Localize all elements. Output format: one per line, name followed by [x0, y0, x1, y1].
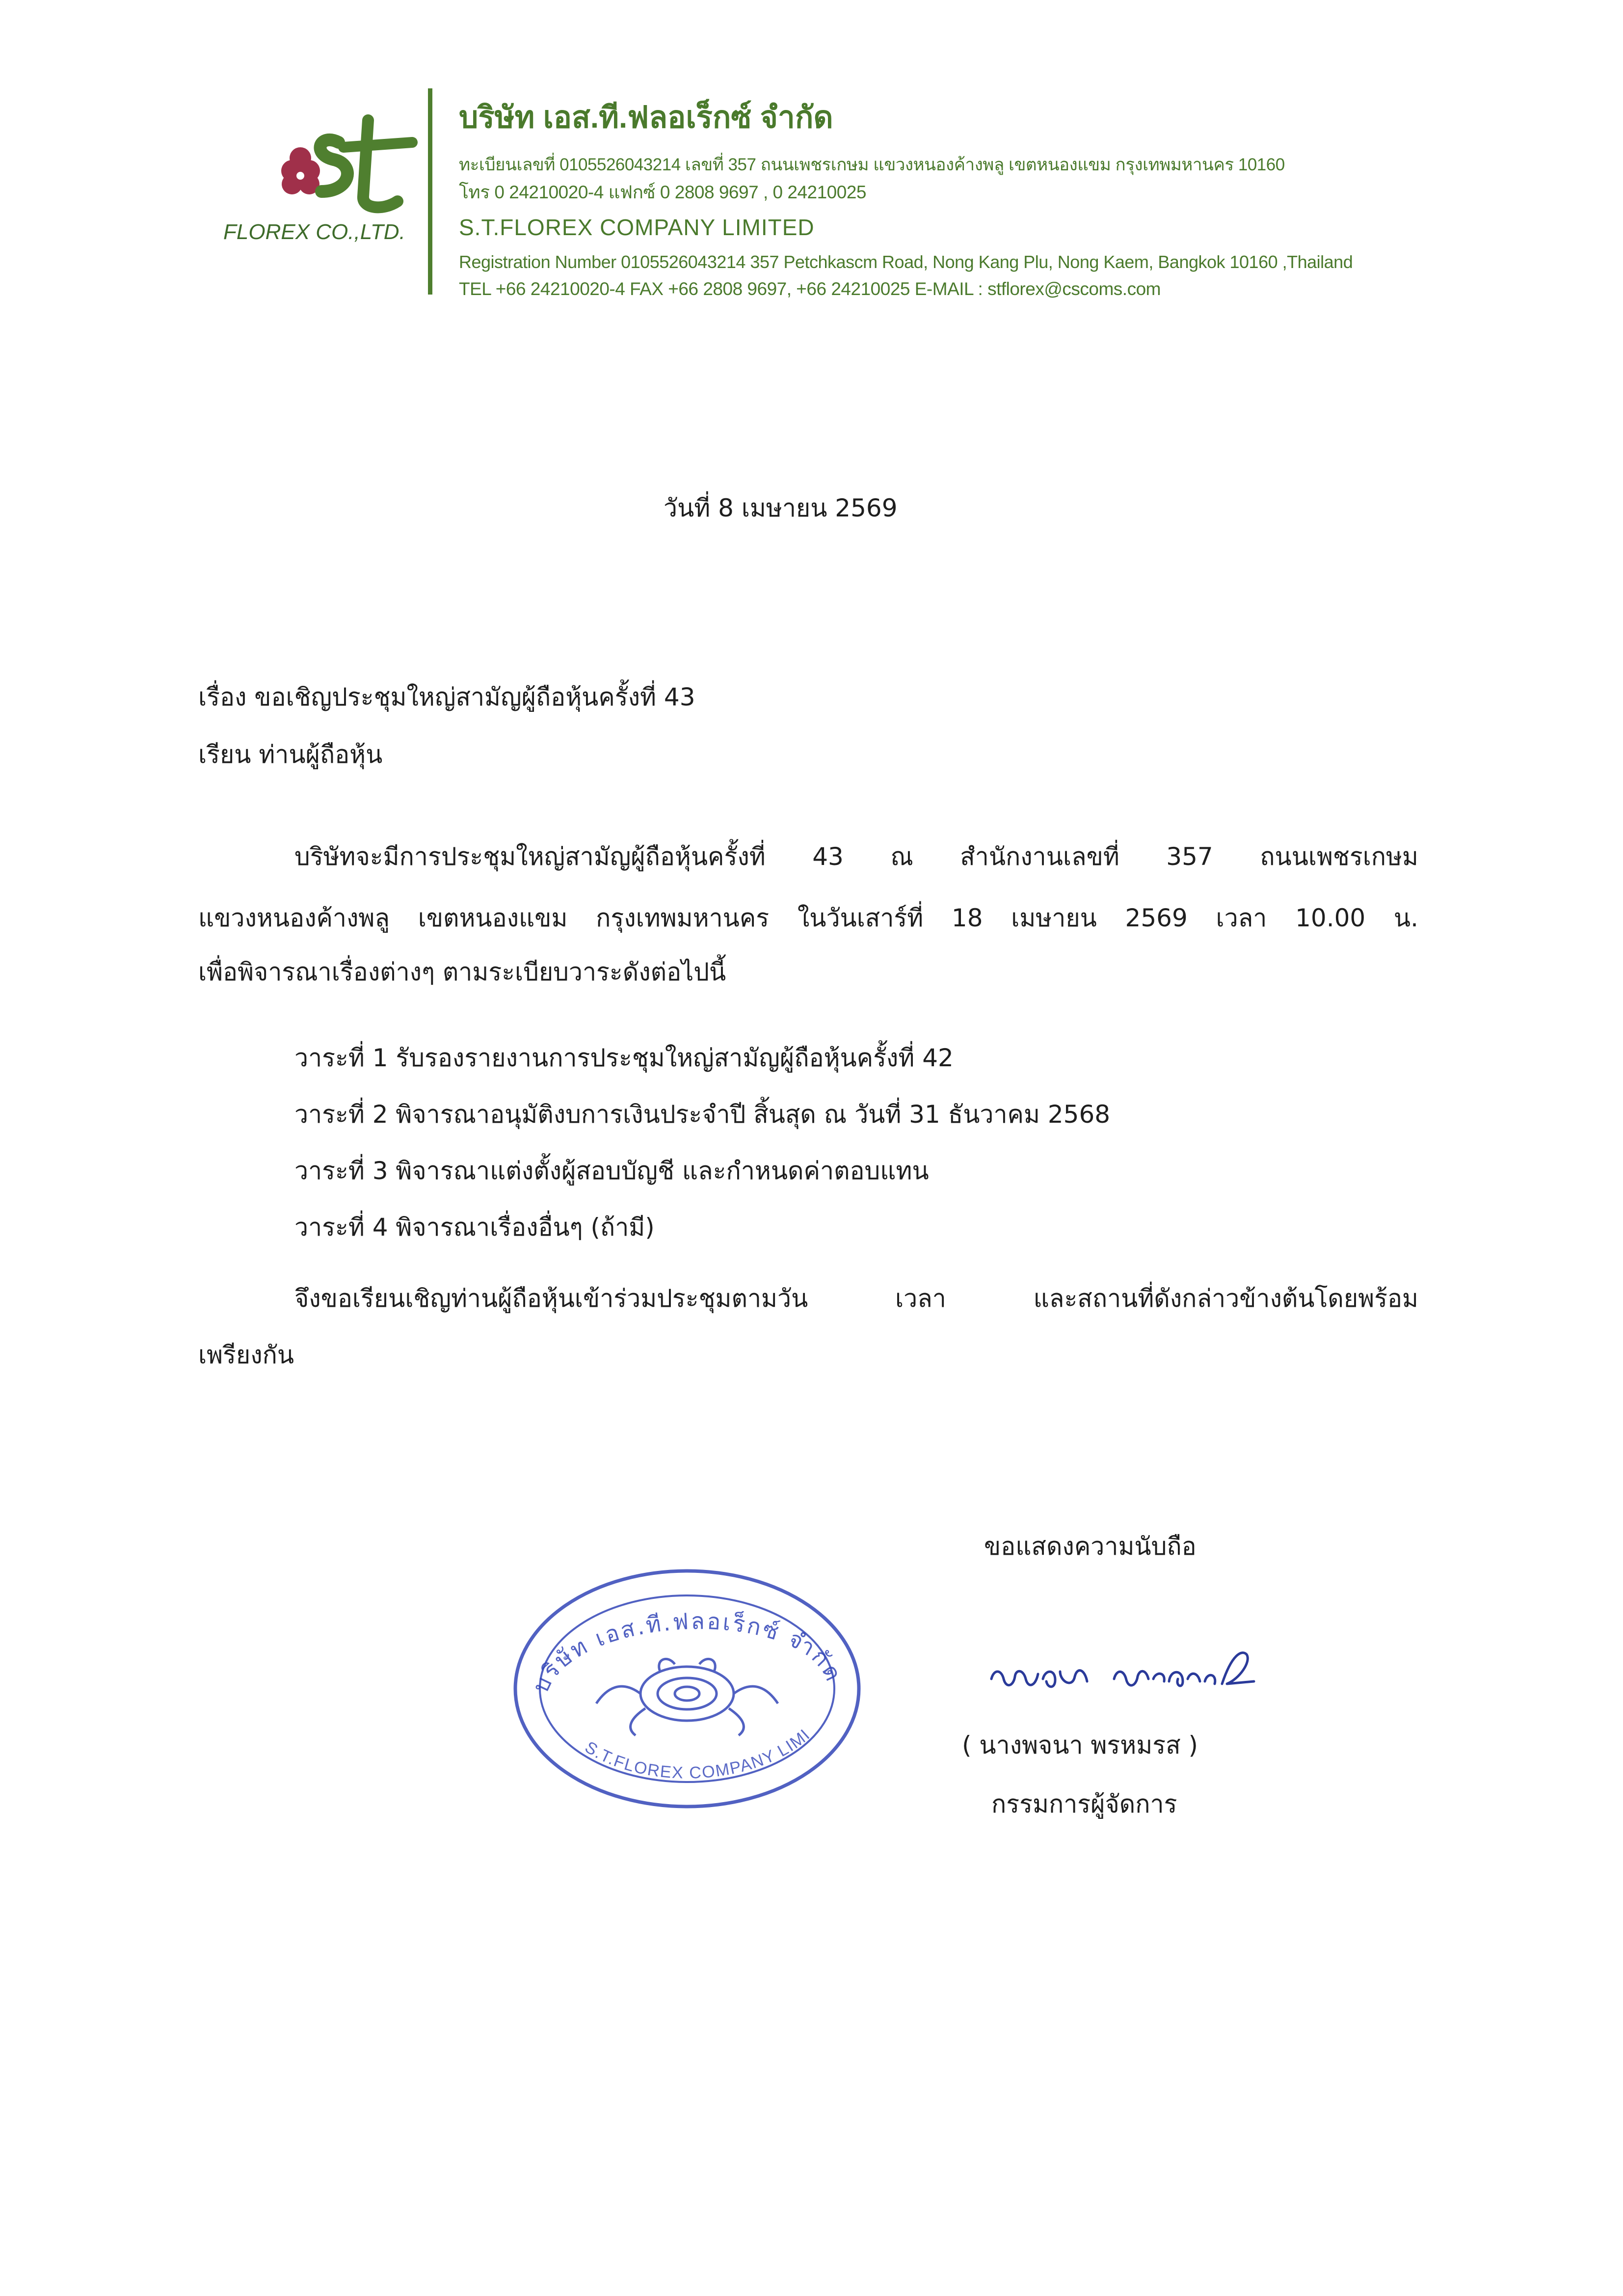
body-paragraph-1-line-3: เพื่อพิจารณาเรื่องต่างๆ ตามระเบียบวาระดังต่อไปนี้	[198, 958, 726, 986]
logo-flower-icon	[281, 147, 320, 194]
logo-tagline: FLOREX CO.,LTD.	[223, 220, 405, 244]
letter-subject: เรื่อง ขอเชิญประชุมใหญ่สามัญผู้ถือหุ้นครั้งที่ 43	[198, 683, 695, 711]
stamp-top-text: บริษัท เอส.ที.ฟลอเร็กซ์ จำกัด	[527, 1608, 848, 1697]
body-paragraph-2-line-2: เพรียงกัน	[198, 1341, 294, 1369]
logo-st-letters	[320, 120, 412, 207]
handwritten-signature	[986, 1635, 1261, 1703]
company-phone-thai: โทร 0 24210020-4 แฟกซ์ 0 2808 9697 , 0 24210025	[459, 182, 866, 202]
closing-salutation: ขอแสดงความนับถือ	[984, 1532, 1197, 1561]
company-logo	[265, 113, 427, 226]
letter-recipient: เรียน ท่านผู้ถือหุ้น	[198, 740, 383, 769]
agenda-item-1: วาระที่ 1 รับรองรายงานการประชุมใหญ่สามัญผู้ถือหุ้นครั้งที่ 42	[294, 1044, 954, 1072]
company-name-thai: บริษัท เอส.ที.ฟลอเร็กซ์ จำกัด	[459, 101, 833, 135]
agenda-item-2: วาระที่ 2 พิจารณาอนุมัติงบการเงินประจำปี สิ้นสุด ณ วันที่ 31 ธันวาคม 2568	[294, 1100, 1111, 1129]
stamp-emblem-icon	[596, 1659, 778, 1735]
agenda-item-4: วาระที่ 4 พิจารณาเรื่องอื่นๆ (ถ้ามี)	[294, 1213, 655, 1242]
letterhead-divider	[428, 88, 432, 295]
signer-title: กรรมการผู้จัดการ	[991, 1790, 1177, 1818]
company-registration-english: Registration Number 0105526043214 357 Petchkascm Road, Nong Kang Plu, Nong Kaem, Bangkok 10160 ,Thailand	[459, 252, 1353, 272]
letter-date: วันที่ 8 เมษายน 2569	[664, 494, 898, 522]
body-paragraph-2-line-1: จึงขอเรียนเชิญท่านผู้ถือหุ้นเข้าร่วมประชุมตามวัน เวลา และสถานที่ดังกล่าวข้างต้นโดยพร้อม	[294, 1284, 1418, 1313]
company-stamp	[498, 1546, 871, 1826]
company-contact-english: TEL +66 24210020-4 FAX +66 2808 9697, +66 24210025 E-MAIL : stflorex@cscoms.com	[459, 279, 1161, 299]
company-registration-thai: ทะเบียนเลขที่ 0105526043214 เลขที่ 357 ถนนเพชรเกษม แขวงหนองค้างพลู เขตหนองแขม กรุงเทพมหานคร 10160	[459, 155, 1285, 174]
signer-name: ( นางพจนา พรหมรส )	[962, 1731, 1198, 1759]
body-paragraph-1-line-1: บริษัทจะมีการประชุมใหญ่สามัญผู้ถือหุ้นครั้งที่ 43 ณ สำนักงานเลขที่ 357 ถนนเพชรเกษม	[294, 842, 1418, 871]
company-name-english: S.T.FLOREX COMPANY LIMITED	[459, 215, 815, 240]
agenda-item-3: วาระที่ 3 พิจารณาแต่งตั้งผู้สอบบัญชี และกำหนดค่าตอบแทน	[294, 1157, 929, 1185]
stamp-bottom-text: S.T.FLOREX COMPANY LIMI	[582, 1725, 814, 1783]
body-paragraph-1-line-2: แขวงหนองค้างพลู เขตหนองแขม กรุงเทพมหานคร ในวันเสาร์ที่ 18 เมษายน 2569 เวลา 10.00 น.	[198, 904, 1418, 932]
